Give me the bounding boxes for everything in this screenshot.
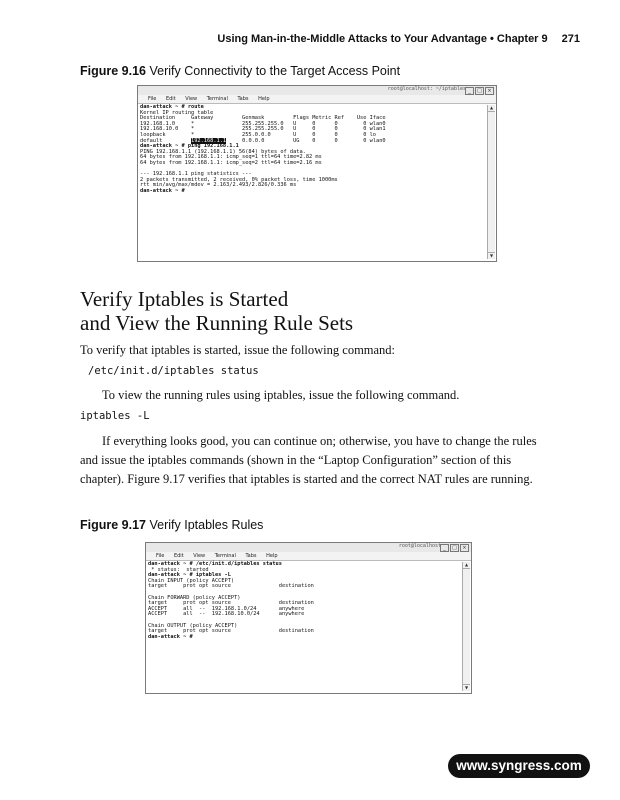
menu-tabs: Tabs: [237, 96, 249, 102]
terminal-line: * status: started: [148, 566, 209, 573]
terminal-menubar: [138, 95, 496, 104]
paragraph-verify: If everything looks good, you can continue on; otherwise, you have to change the rules and issue the iptables commands (shown in the “Laptop Configuration” section of this chapter). Figure 9.17 verifies that iptables is started and the correct NAT rules are running.: [80, 434, 537, 486]
publisher-url-badge: www.syngress.com: [448, 754, 590, 778]
scroll-down-icon: ▼: [464, 685, 469, 690]
section-heading: [80, 287, 353, 335]
terminal-line: 64 bytes from 192.168.1.1: icmp_seq=2 ttl=64 time=2.16 ms: [140, 159, 322, 166]
intro-paragraph: To verify that iptables is started, issue the following command:: [80, 343, 396, 357]
terminal-line: ACCEPT all -- 192.168.10.0/24 anywhere: [148, 611, 305, 618]
menu-view: View: [185, 96, 198, 102]
scroll-down-icon: ▼: [489, 253, 494, 258]
terminal-line: ACCEPT all -- 192.168.1.0/24 anywhere: [148, 605, 305, 612]
terminal-line: Chain FORWARD (policy ACCEPT): [148, 594, 241, 601]
code-iptables-list: iptables -L: [80, 410, 150, 422]
figure-label: Figure 9.16: [80, 64, 146, 78]
terminal-line: 2 packets transmitted, 2 received, 0% packet loss, time 1000ms: [140, 176, 338, 183]
menu-help: Help: [258, 96, 270, 102]
window-title: root@localhost: ~/iptables: [387, 86, 466, 92]
terminal-output: [148, 562, 461, 691]
terminal-line: 64 bytes from 192.168.1.1: icmp_seq=1 ttl=64 time=2.82 ms: [140, 154, 322, 161]
figure-caption-9-16: [80, 64, 400, 78]
terminal-scrollbar: [462, 562, 470, 691]
terminal-output: [140, 105, 486, 259]
heading-line-2: and View the Running Rule Sets: [80, 311, 354, 335]
window-title: root@localhost: [398, 543, 441, 549]
terminal-line: Chain OUTPUT (policy ACCEPT): [148, 622, 238, 629]
window-controls: [464, 87, 494, 95]
terminal-line: Kernel IP routing table: [140, 109, 214, 116]
scroll-up-icon: ▲: [489, 105, 494, 110]
menu-help: Help: [266, 553, 278, 559]
terminal-line: 192.168.10.0 * 255.255.255.0 U 0 0 0 wlan1: [140, 126, 386, 133]
terminal-line: dan-attack ~ # iptables -L: [148, 572, 231, 579]
paragraph-view-rules: To view the running rules using iptables, issue the following command.: [102, 388, 460, 402]
terminal-line: 192.168.1.0 * 255.255.255.0 U 0 0 0 wlan0: [140, 120, 386, 127]
menu-edit: Edit: [173, 553, 184, 559]
terminal-line: Chain INPUT (policy ACCEPT): [148, 577, 235, 584]
terminal-line: target prot opt source destination: [148, 600, 314, 607]
window-controls: [439, 544, 469, 552]
minimize-icon: _: [440, 544, 449, 552]
scroll-up-icon: ▲: [464, 562, 469, 567]
terminal-line: dan-attack ~ # ping 192.168.1.1: [140, 143, 239, 150]
menu-tabs: Tabs: [245, 553, 257, 559]
figure-caption-9-17: [80, 518, 263, 532]
terminal-window-route-ping: [137, 85, 497, 262]
page-number: 271: [561, 33, 580, 45]
running-title: Using Man-in-the-Middle Attacks to Your Advantage • Chapter 9: [217, 33, 548, 45]
heading-line-1: Verify Iptables is Started: [80, 287, 289, 311]
terminal-line: dan-attack ~ # /etc/init.d/iptables status: [148, 561, 282, 567]
terminal-line: target prot opt source destination: [148, 628, 314, 635]
maximize-icon: □: [475, 87, 484, 95]
menu-file: File: [148, 96, 157, 102]
terminal-line: target prot opt source destination: [148, 583, 314, 590]
code-iptables-status: /etc/init.d/iptables status: [88, 365, 259, 377]
terminal-scrollbar: [487, 105, 495, 259]
running-header: [160, 33, 580, 45]
menu-edit: Edit: [165, 96, 176, 102]
figure-caption-text: Verify Iptables Rules: [149, 518, 264, 532]
figure-caption-text: Verify Connectivity to the Target Access Point: [149, 64, 401, 78]
terminal-window-iptables: [145, 542, 472, 694]
figure-label: Figure 9.17: [80, 518, 146, 532]
terminal-line: --- 192.168.1.1 ping statistics ---: [140, 171, 252, 178]
close-icon: ×: [485, 87, 494, 95]
terminal-line: rtt min/avg/max/mdev = 2.163/2.493/2.826/0.336 ms: [140, 182, 297, 189]
terminal-line: Destination Gateway Genmask Flags Metric Ref Use Iface: [140, 115, 386, 122]
terminal-line: loopback * 255.0.0.0 U 0 0 0 lo: [140, 131, 376, 138]
menu-file: File: [156, 553, 165, 559]
terminal-menubar: [146, 552, 471, 561]
terminal-line: dan-attack ~ # route: [140, 104, 204, 110]
terminal-line: dan-attack ~ #: [140, 187, 188, 194]
highlighted-gateway: 192.168.1.1: [191, 137, 227, 144]
minimize-icon: _: [465, 87, 474, 95]
menu-terminal: Terminal: [214, 553, 236, 559]
menu-view: View: [193, 553, 206, 559]
menu-terminal: Terminal: [206, 96, 228, 102]
terminal-line: default 192.168.1.1 0.0.0.0 UG 0 0 0 wlan0: [140, 137, 386, 144]
terminal-line: PING 192.168.1.1 (192.168.1.1) 56(84) bytes of data.: [140, 148, 306, 155]
terminal-line: dan-attack ~ #: [148, 633, 196, 640]
close-icon: ×: [460, 544, 469, 552]
maximize-icon: □: [450, 544, 459, 552]
